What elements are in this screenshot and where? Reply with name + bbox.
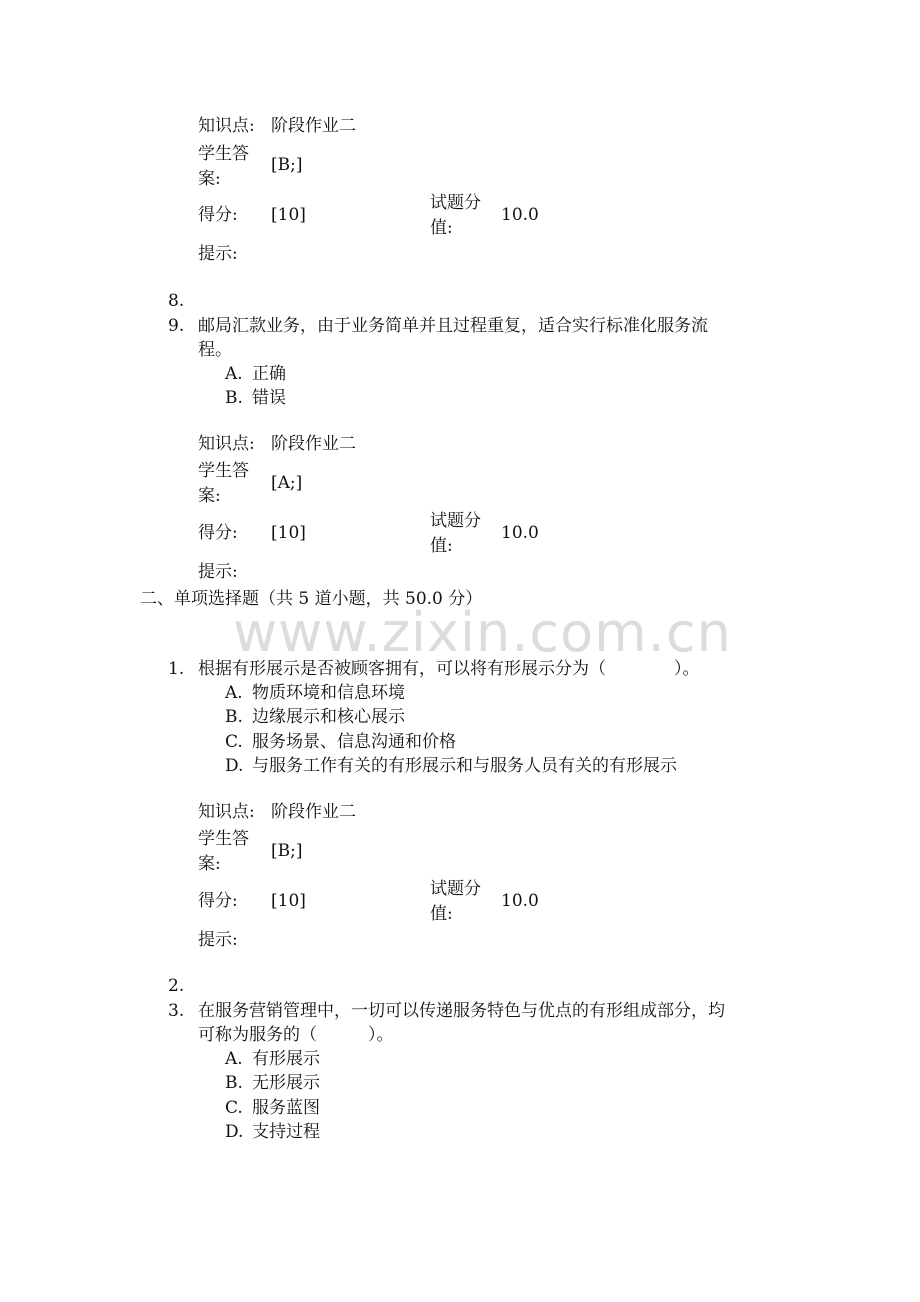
option-text: 服务蓝图 bbox=[252, 1098, 320, 1118]
hint-label: 提示: bbox=[198, 562, 238, 582]
hint-label: 提示: bbox=[198, 930, 238, 950]
option-letter: B. bbox=[225, 707, 243, 727]
option-letter: C. bbox=[225, 732, 243, 752]
hint-label: 提示: bbox=[198, 244, 238, 264]
option-letter: D. bbox=[225, 756, 244, 776]
question-text: 在服务营销管理中，一切可以传递服务特色与优点的有形组成部分，均 bbox=[198, 1001, 725, 1021]
option-letter: A. bbox=[225, 1049, 243, 1069]
question-text: 根据有形展示是否被顾客拥有，可以将有形展示分为（ ）。 bbox=[198, 659, 700, 679]
option-text: 服务场景、信息沟通和价格 bbox=[252, 732, 456, 752]
question-value: 10.0 bbox=[501, 523, 539, 543]
option-letter: A. bbox=[225, 364, 243, 384]
question-number: 8. bbox=[168, 291, 185, 311]
option-text: 有形展示 bbox=[252, 1049, 320, 1069]
option-text: 物质环境和信息环境 bbox=[252, 683, 405, 703]
knowledge-value: 阶段作业二 bbox=[271, 802, 356, 822]
knowledge-value: 阶段作业二 bbox=[271, 434, 356, 454]
student-answer-value: [B;] bbox=[271, 841, 303, 861]
watermark: www.zixin.com.cn bbox=[233, 601, 732, 664]
question-text: 邮局汇款业务，由于业务简单并且过程重复，适合实行标准化服务流 bbox=[198, 316, 708, 336]
knowledge-label: 知识点: bbox=[198, 116, 255, 136]
question-number: 3. bbox=[168, 1001, 185, 1021]
option-text: 与服务工作有关的有形展示和与服务人员有关的有形展示 bbox=[252, 756, 677, 776]
option-letter: B. bbox=[225, 1073, 243, 1093]
option-text: 边缘展示和核心展示 bbox=[252, 707, 405, 727]
student-answer-value: [A;] bbox=[271, 473, 303, 493]
student-answer-label: 学生答案: bbox=[198, 144, 249, 189]
score-value: [10] bbox=[271, 523, 306, 543]
question-number: 2. bbox=[168, 976, 185, 996]
option-text: 正确 bbox=[252, 364, 286, 384]
knowledge-value: 阶段作业二 bbox=[271, 116, 356, 136]
question-value-label: 试题分值: bbox=[430, 193, 481, 238]
question-number: 1. bbox=[168, 659, 185, 679]
student-answer-label: 学生答案: bbox=[198, 461, 249, 506]
option-text: 错误 bbox=[252, 388, 286, 408]
knowledge-label: 知识点: bbox=[198, 802, 255, 822]
score-value: [10] bbox=[271, 205, 306, 225]
option-letter: D. bbox=[225, 1122, 244, 1142]
question-number: 9. bbox=[168, 316, 185, 336]
question-value: 10.0 bbox=[501, 891, 539, 911]
question-value-label: 试题分值: bbox=[430, 879, 481, 924]
section-title: 二、单项选择题（共 5 道小题，共 50.0 分） bbox=[140, 589, 483, 609]
question-text: 可称为服务的（ ）。 bbox=[198, 1025, 394, 1045]
score-label: 得分: bbox=[198, 891, 238, 911]
option-letter: C. bbox=[225, 1098, 243, 1118]
score-value: [10] bbox=[271, 891, 306, 911]
question-value-label: 试题分值: bbox=[430, 511, 481, 556]
option-text: 无形展示 bbox=[252, 1073, 320, 1093]
question-text: 程。 bbox=[198, 340, 232, 360]
score-label: 得分: bbox=[198, 523, 238, 543]
knowledge-label: 知识点: bbox=[198, 434, 255, 454]
option-letter: B. bbox=[225, 388, 243, 408]
student-answer-value: [B;] bbox=[271, 155, 303, 175]
option-text: 支持过程 bbox=[252, 1122, 320, 1142]
option-letter: A. bbox=[225, 683, 243, 703]
student-answer-label: 学生答案: bbox=[198, 829, 249, 874]
question-value: 10.0 bbox=[501, 205, 539, 225]
score-label: 得分: bbox=[198, 205, 238, 225]
